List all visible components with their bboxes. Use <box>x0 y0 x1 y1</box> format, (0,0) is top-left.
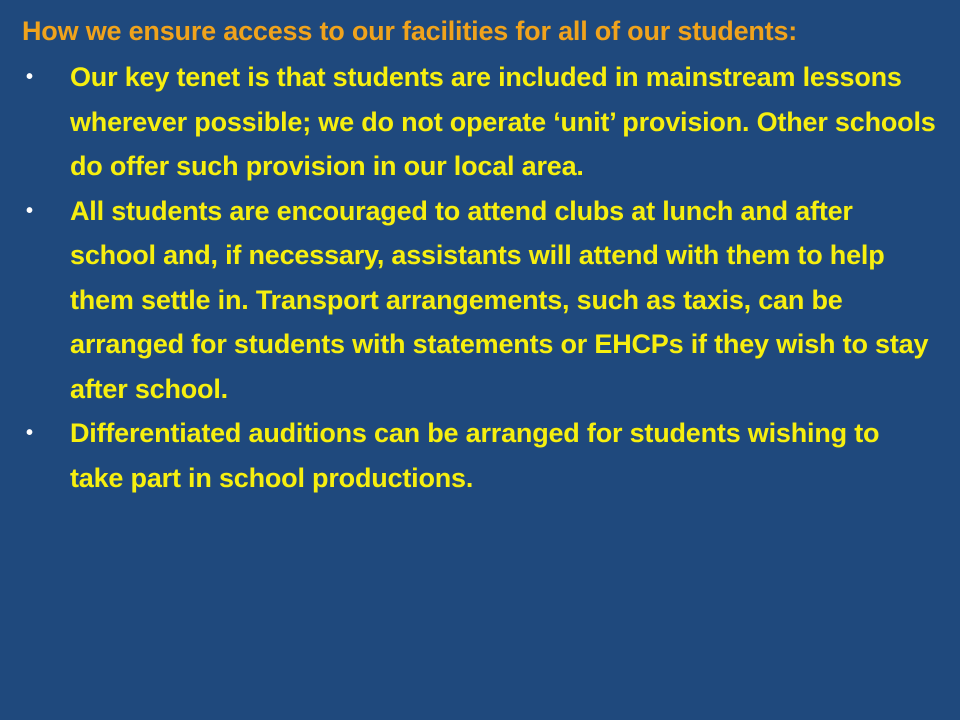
slide-title: How we ensure access to our facilities for all of our students: <box>22 16 798 46</box>
bullet-icon: • <box>26 422 33 444</box>
bullet-text: Differentiated auditions can be arranged for students wishing to take part in school productions. <box>70 418 880 493</box>
bullet-item-auditions <box>22 411 936 500</box>
bullet-item-clubs <box>22 189 936 412</box>
bullet-item-inclusion <box>22 55 936 189</box>
bullet-icon: • <box>26 199 33 222</box>
bullet-list <box>22 55 936 500</box>
bullet-text: All students are encouraged to attend clubs at lunch and after school and, if necessary, assistants will attend with them to help them settle in. Transport arrangements, such as taxis, can be arranged for students with statements or EHCPs if they wish to stay after school. <box>70 195 929 404</box>
bullet-icon: • <box>26 66 33 88</box>
bullet-text: Our key tenet is that students are included in mainstream lessons wherever possible; we do not operate ‘unit’ provision. Other schools do offer such provision in our local area. <box>70 62 936 181</box>
